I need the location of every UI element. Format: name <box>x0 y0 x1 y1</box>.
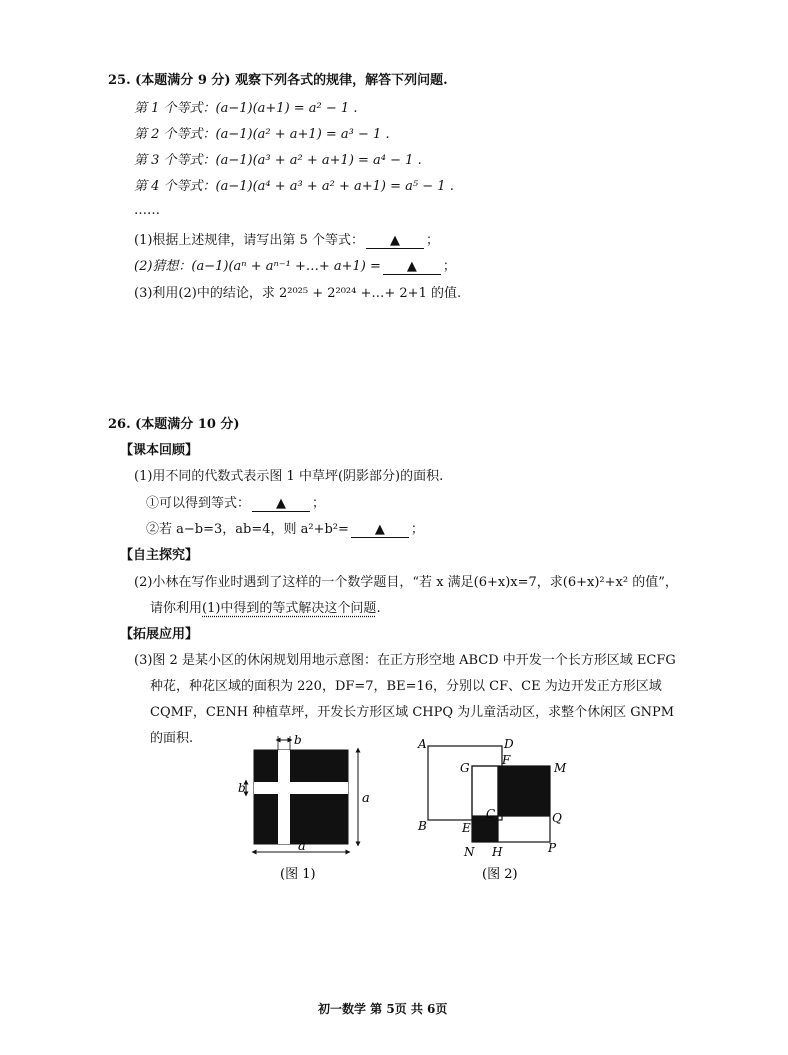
figure2-label-a: A <box>418 737 427 751</box>
figure1-label-b-top: b <box>294 733 302 747</box>
q25-part2-end: ； <box>442 259 456 274</box>
q25-part2-answer-blank[interactable]: ▲ <box>383 260 441 275</box>
q26-part3-line2: 种花，种花区域的面积为 220，DF=7，BE=16，分别以 CF、CE 为边开发正方形区域 <box>150 679 662 694</box>
q26-header: 26. (本题满分 10 分) <box>108 417 240 432</box>
q26-section-review: 【课本回顾】 <box>120 443 199 458</box>
figure1-label-a-bottom: a <box>298 839 306 854</box>
figure2-label-e: E <box>462 821 471 835</box>
q25-part3: (3)利用(2)中的结论，求 2²⁰²⁵ + 2²⁰²⁴ +…+ 2+1 的值. <box>134 286 462 301</box>
figure2-label-h: H <box>492 845 503 859</box>
figure1-horizontal-path <box>254 782 348 794</box>
q26-part2-line1: (2)小林在写作业时遇到了这样的一个数学题目，“若 x 满足(6+x)x=7，求(6+x)²+x² 的值”， <box>134 575 678 590</box>
q26-part2-pre: 请你利用 <box>150 601 203 616</box>
figure1-vertical-path <box>278 750 290 844</box>
q25-part2-text: (2)猜想：(a−1)(aⁿ + aⁿ⁻¹ +…+ a+1) = <box>134 259 381 274</box>
figure1-label-b-left: b <box>238 781 246 795</box>
q25-ellipsis: …… <box>134 203 160 218</box>
q26-sub2-text: ②若 a−b=3，ab=4，则 a²+b²= <box>146 522 349 537</box>
figure2-label-c: C <box>486 807 496 821</box>
q26-part3-line1: (3)图 2 是某小区的休闲规划用地示意图：在正方形空地 ABCD 中开发一个长方形区域 ECFG <box>134 653 676 668</box>
page-footer: 初一数学 第 5页 共 6页 <box>318 1002 448 1016</box>
q25-part2 <box>134 258 456 276</box>
q25-equation-2: 第 2 个等式：(a−1)(a² + a+1) = a³ − 1 . <box>134 127 390 142</box>
q26-sub1 <box>146 495 325 513</box>
q26-section-apply: 【拓展应用】 <box>120 627 199 642</box>
q26-part3-line4: 的面积. <box>150 731 194 746</box>
q26-part2-post: . <box>376 601 381 616</box>
figure1-caption: (图 1) <box>280 867 316 882</box>
figure-1 <box>236 730 376 890</box>
q26-part3-line3: CQMF，CENH 种植草坪，开发长方形区域 CHPQ 为儿童活动区，求整个休闲区 GNPM <box>150 705 675 720</box>
figure2-label-d: D <box>504 737 514 751</box>
figure2-label-n: N <box>464 845 475 859</box>
figure2-caption: (图 2) <box>482 867 518 882</box>
q26-section-explore: 【自主探究】 <box>120 548 199 563</box>
q25-equation-1: 第 1 个等式：(a−1)(a+1) = a² − 1 . <box>134 101 358 116</box>
q25-equation-3: 第 3 个等式：(a−1)(a³ + a² + a+1) = a⁴ − 1 . <box>134 153 422 168</box>
q25-equation-4: 第 4 个等式：(a−1)(a⁴ + a³ + a² + a+1) = a⁵ − 1 . <box>134 179 454 194</box>
figure2-label-p: P <box>548 841 557 855</box>
figure-2 <box>408 730 588 890</box>
q25-part1 <box>134 232 439 250</box>
figure1-lawn <box>254 750 348 844</box>
q26-part1: (1)用不同的代数式表示图 1 中草坪(阴影部分)的面积. <box>134 469 444 484</box>
q25-part1-text: (1)根据上述规律，请写出第 5 个等式： <box>134 233 364 248</box>
q26-sub1-end: ； <box>312 496 326 511</box>
q26-sub1-text: ①可以得到等式： <box>146 496 251 511</box>
q26-sub1-answer-blank[interactable]: ▲ <box>252 497 310 512</box>
figure2-label-f: F <box>502 753 511 767</box>
q26-part2-dotted: (1)中得到的等式解决这个问题 <box>202 601 377 616</box>
q26-part2-line2 <box>150 600 381 618</box>
q26-sub2-end: ； <box>410 522 424 537</box>
figure2-label-m: M <box>554 761 567 775</box>
q26-sub2-answer-blank[interactable]: ▲ <box>351 523 409 538</box>
q25-header: 25. (本题满分 9 分) 观察下列各式的规律，解答下列问题. <box>108 73 448 88</box>
figure2-label-q: Q <box>552 811 562 825</box>
q25-part1-answer-blank[interactable]: ▲ <box>366 234 424 249</box>
figure2-label-g: G <box>460 761 470 775</box>
figure1-label-a-right: a <box>362 791 370 806</box>
q26-sub2 <box>146 521 424 539</box>
q25-part1-end: ； <box>425 233 439 248</box>
figure2-label-b: B <box>418 819 427 833</box>
figure2-square-cqmf <box>498 766 550 816</box>
